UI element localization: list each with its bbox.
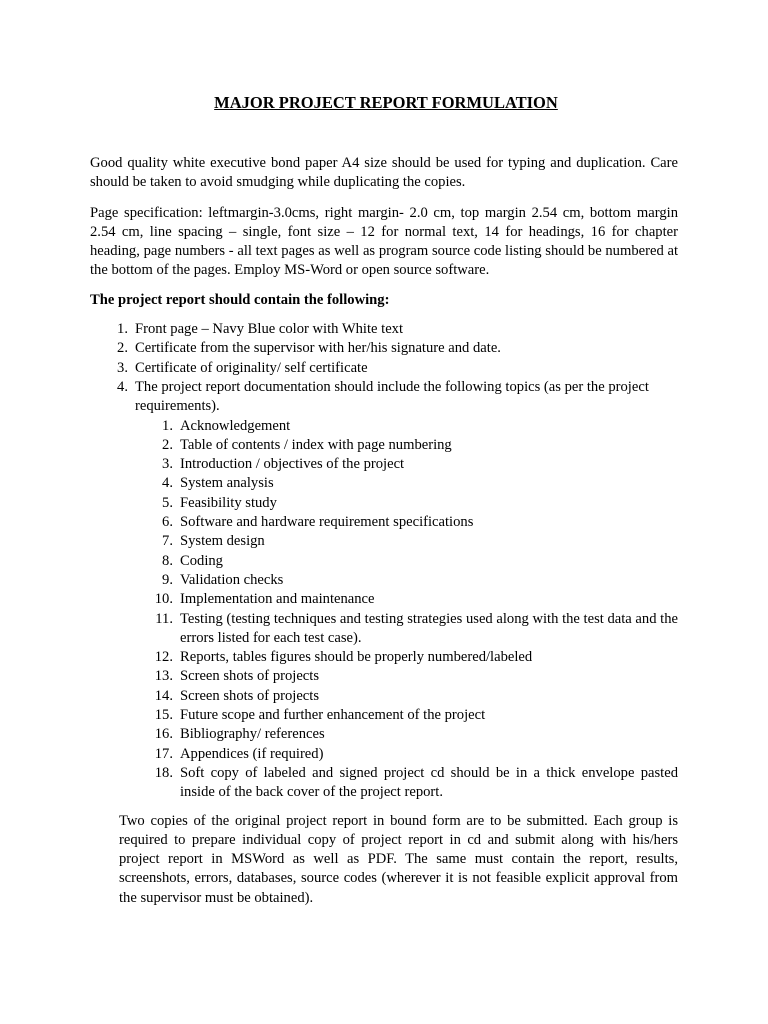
- topic-item: [135, 687, 678, 706]
- list-item-number: 3.: [117, 359, 128, 376]
- topic-item: [135, 725, 678, 744]
- topic-item: [135, 552, 678, 571]
- list-item-number: 1.: [117, 321, 128, 338]
- topic-text: Coding: [180, 552, 223, 569]
- topic-text: Screen shots of projects: [180, 668, 320, 685]
- topic-number: 5.: [162, 494, 173, 511]
- paper-quality-paragraph: Good quality white executive bond paper A4 size should be used for typing and duplication. Care should be taken to avoid smudging while duplicating the copies.: [90, 155, 678, 191]
- list-item: [90, 359, 678, 378]
- topic-text: Future scope and further enhancement of the project: [180, 707, 486, 724]
- list-item-text: Certificate of originality/ self certificate: [135, 359, 368, 376]
- topic-text: Table of contents / index with page numbering: [180, 436, 452, 453]
- topic-number: 14.: [154, 687, 173, 704]
- topic-item: [135, 513, 678, 532]
- topic-text: Screen shots of projects: [180, 687, 320, 704]
- list-item: [90, 339, 678, 358]
- document-title: MAJOR PROJECT REPORT FORMULATION: [214, 93, 558, 112]
- topic-item: [135, 532, 678, 551]
- topic-text: Introduction / objectives of the project: [180, 456, 405, 473]
- topic-number: 4.: [162, 475, 173, 492]
- topic-item: [135, 417, 678, 436]
- topic-number: 8.: [162, 552, 173, 569]
- list-item-text: Certificate from the supervisor with her/his signature and date.: [135, 340, 501, 357]
- topic-number: 9.: [162, 571, 173, 588]
- contents-heading: The project report should contain the following:: [90, 291, 390, 308]
- topic-number: 10.: [154, 591, 173, 608]
- topic-item: [135, 571, 678, 590]
- topic-number: 2.: [162, 436, 173, 453]
- list-item-number: 2.: [117, 340, 128, 357]
- topic-number: 15.: [154, 707, 173, 724]
- topic-item: [135, 455, 678, 474]
- topic-item: [135, 648, 678, 667]
- topic-text: System design: [180, 533, 265, 550]
- topic-text: Software and hardware requirement specifications: [180, 514, 474, 531]
- topic-item: [135, 706, 678, 725]
- topic-text: Appendices (if required): [180, 745, 324, 762]
- topic-text: Implementation and maintenance: [180, 591, 375, 608]
- topic-number: 3.: [162, 456, 173, 473]
- topic-text: System analysis: [180, 475, 274, 492]
- list-item-text: The project report documentation should include the following topics (as per the project requirements).: [135, 378, 649, 415]
- topic-number: 1.: [162, 417, 173, 434]
- topic-item: [135, 745, 678, 764]
- list-item: [90, 320, 678, 339]
- documentation-topics-list: [135, 417, 678, 803]
- list-item-text: Front page – Navy Blue color with White text: [135, 321, 404, 338]
- topic-item: [135, 667, 678, 686]
- topic-text: Validation checks: [180, 571, 284, 588]
- topic-item: [135, 610, 678, 649]
- topic-item: [135, 590, 678, 609]
- topic-item: [135, 436, 678, 455]
- list-item-number: 4.: [117, 378, 128, 395]
- topic-text: Acknowledgement: [180, 417, 291, 434]
- topic-number: 18.: [154, 764, 173, 781]
- topic-number: 11.: [155, 610, 173, 627]
- topic-text: Soft copy of labeled and signed project cd should be in a thick envelope pasted inside of the back cover of the project report.: [180, 764, 678, 801]
- requirements-list: [90, 320, 678, 802]
- topic-number: 13.: [154, 668, 173, 685]
- topic-number: 6.: [162, 514, 173, 531]
- topic-number: 17.: [154, 745, 173, 762]
- document-page: [90, 92, 678, 908]
- list-item: [90, 378, 678, 803]
- page-specification-paragraph: Page specification: leftmargin-3.0cms, right margin- 2.0 cm, top margin 2.54 cm, bottom margin 2.54 cm, line spacing – single, font size – 12 for normal text, 14 for headings, 16 for chapter heading, page numbers - all text pages as well as program source code listing should be numbered at the bottom of the pages. Employ MS-Word or open source software.: [90, 204, 678, 279]
- topic-number: 7.: [162, 533, 173, 550]
- topic-item: [135, 764, 678, 803]
- topic-number: 16.: [154, 726, 173, 743]
- topic-item: [135, 494, 678, 513]
- topic-text: Feasibility study: [180, 494, 277, 511]
- topic-text: Bibliography/ references: [180, 726, 325, 743]
- topic-text: Testing (testing techniques and testing strategies used along with the test data and the errors listed for each test case).: [180, 610, 678, 646]
- submission-paragraph: Two copies of the original project report in bound form are to be submitted. Each group is required to prepare individual copy of project report in cd and submit along with his/hers project report in MSWord as well as PDF. The same must contain the report, results, screenshots, errors, databases, source codes (wherever it is not feasible explicit approval from the supervisor must be obtained).: [119, 812, 678, 906]
- topic-item: [135, 474, 678, 493]
- topic-text: Reports, tables figures should be properly numbered/labeled: [180, 649, 533, 666]
- topic-number: 12.: [154, 649, 173, 666]
